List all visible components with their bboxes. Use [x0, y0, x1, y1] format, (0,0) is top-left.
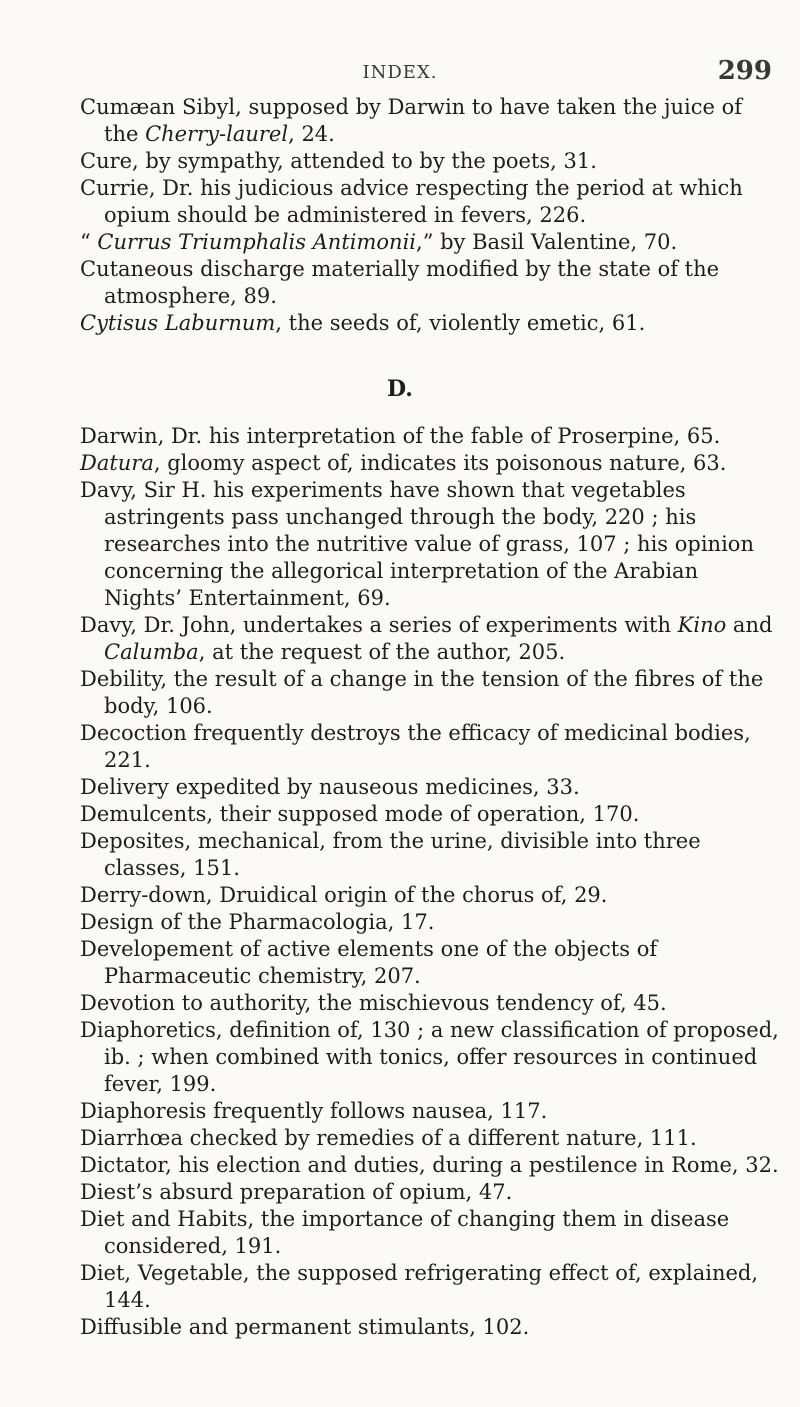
index-entry: Diet, Vegetable, the supposed refrigerating effect of, explained, 144. — [80, 1261, 759, 1312]
index-entry: Diet and Habits, the importance of changing them in disease considered, 191. — [80, 1207, 730, 1258]
index-entry: Diffusible and permanent stimulants, 102. — [80, 1315, 530, 1339]
index-entry: Developement of active elements one of the objects of Pharmaceutic chemistry, 207. — [80, 937, 658, 988]
index-entry: Diaphoretics, definition of, 130 ; a new classification of proposed, ib. ; when combined with tonics, offer resources in continued fever, 199. — [80, 1018, 779, 1096]
section-letter: D. — [387, 376, 413, 402]
index-entry: Darwin, Dr. his interpretation of the fable of Proserpine, 65. — [80, 424, 721, 448]
index-entry: Design of the Pharmacologia, 17. — [80, 910, 435, 934]
index-entry: Delivery expedited by nauseous medicines, 33. — [80, 775, 580, 799]
index-entry: “ Currus Triumphalis Antimonii,” by Basil Valentine, 70. — [80, 230, 678, 254]
index-entry: Diaphoresis frequently follows nausea, 117. — [80, 1099, 548, 1123]
index-entry: Decoction frequently destroys the efficacy of medicinal bodies, 221. — [80, 721, 751, 772]
index-entry: Dictator, his election and duties, during a pestilence in Rome, 32. — [80, 1153, 779, 1177]
index-entry: Currie, Dr. his judicious advice respecting the period at which opium should be administered in fevers, 226. — [80, 176, 743, 227]
index-entry: Diarrhœa checked by remedies of a different nature, 111. — [80, 1126, 697, 1150]
index-entry: Deposites, mechanical, from the urine, divisible into three classes, 151. — [80, 829, 701, 880]
index-entry: Derry-down, Druidical origin of the chorus of, 29. — [80, 883, 608, 907]
index-entry: Demulcents, their supposed mode of operation, 170. — [80, 802, 640, 826]
index-entry: Cytisus Laburnum, the seeds of, violently emetic, 61. — [80, 311, 646, 335]
page-header — [0, 56, 800, 96]
index-entry: Devotion to authority, the mischievous tendency of, 45. — [80, 991, 667, 1015]
index-entry: Cure, by sympathy, attended to by the poets, 31. — [80, 149, 597, 173]
index-entry: Cutaneous discharge materially modified by the state of the atmosphere, 89. — [80, 257, 720, 308]
index-entry: Debility, the result of a change in the tension of the fibres of the body, 106. — [80, 667, 764, 718]
page-number: 299 — [717, 56, 772, 86]
index-entry: Davy, Dr. John, undertakes a series of experiments with Kino and Calumba, at the request of the author, 205. — [80, 613, 773, 664]
index-entry: Datura, gloomy aspect of, indicates its poisonous nature, 63. — [80, 451, 727, 475]
index-entry: Cumæan Sibyl, supposed by Darwin to have taken the juice of the Cherry-laurel, 24. — [80, 95, 743, 146]
index-entries — [0, 94, 800, 1341]
running-head: INDEX. — [362, 62, 438, 83]
index-entry: Davy, Sir H. his experiments have shown that vegetables astringents pass unchanged through the body, 220 ; his researches into the nutritive value of grass, 107 ; his opinion concerning the allegorical interpretation of the Arabian Nights’ Entertainment, 69. — [80, 478, 754, 610]
index-entry: Diest’s absurd preparation of opium, 47. — [80, 1180, 513, 1204]
